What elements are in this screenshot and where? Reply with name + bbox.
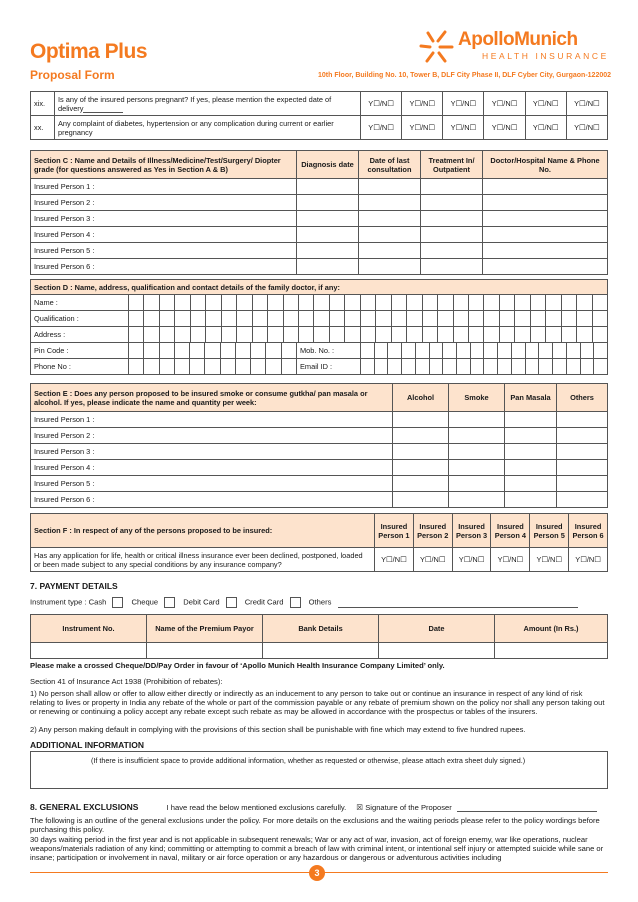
field-label: Phone No :	[31, 359, 129, 375]
input-cell[interactable]	[263, 643, 379, 659]
input-cell[interactable]	[449, 444, 505, 460]
row-label: Insured Person 2 :	[31, 428, 393, 444]
input-cell[interactable]	[483, 259, 608, 275]
input-cell[interactable]	[505, 460, 557, 476]
question-text: Is any of the insured persons pregnant? If yes, please mention the expected date of delivery	[55, 92, 361, 116]
input-cell[interactable]	[393, 428, 449, 444]
address-boxes[interactable]	[129, 327, 608, 343]
yes-no-checkbox[interactable]: Y☐/N☐	[361, 116, 402, 140]
input-cell[interactable]	[297, 259, 359, 275]
rebate-clause-2: 2) Any person making default in complying with the provisions of this section shall be punishable with fine which may extend to five hundred rupees.	[30, 725, 526, 734]
yes-no-checkbox[interactable]: Y☐/N☐	[402, 92, 443, 116]
apollo-munich-logo	[418, 29, 610, 69]
cheque-label: Cheque	[131, 597, 159, 607]
exclusions-statement: I have read the below mentioned exclusions carefully.	[166, 803, 347, 812]
input-cell[interactable]	[421, 195, 483, 211]
instrument-type-row	[30, 597, 608, 608]
exclusions-heading: 8. GENERAL EXCLUSIONS	[30, 802, 139, 812]
input-cell[interactable]	[359, 179, 421, 195]
input-cell[interactable]	[557, 476, 608, 492]
exclusions-body: 30 days waiting period in the first year and is not applicable in subsequent renewals; War or any act of war, invasion, act of foreign enemy, war like operations, nuclear weapons/materials radiation of any kind; committing or attempting to commit a breach of law with criminal intent, or intentional self injury or attempted suicide while sane or insane; participation or involvement in naval, military or air force operation or any hazardous or dangerous or adventurous activities including	[30, 835, 604, 862]
input-cell[interactable]	[449, 412, 505, 428]
company-address: 10th Floor, Building No. 10, Tower B, DLF City Phase II, DLF Cyber City, Gurgaon-122002	[318, 72, 612, 79]
input-cell[interactable]	[359, 259, 421, 275]
debit-card-checkbox[interactable]	[226, 597, 237, 608]
table-row	[31, 243, 608, 259]
section-f-title: Section F : In respect of any of the persons proposed to be insured:	[31, 514, 375, 548]
input-cell[interactable]	[505, 412, 557, 428]
row-label: Insured Person 5 :	[31, 243, 297, 259]
table-row	[31, 643, 608, 659]
col-instrument-no: Instrument No.	[31, 615, 147, 643]
input-cell[interactable]	[495, 643, 608, 659]
input-cell[interactable]	[449, 492, 505, 508]
additional-info-note: (If there is insufficient space to provide additional information, whether as requested or otherwise, please attach extra sheet duly signed.)	[91, 756, 526, 765]
input-cell[interactable]	[505, 476, 557, 492]
input-cell[interactable]	[449, 460, 505, 476]
input-cell[interactable]	[505, 492, 557, 508]
row-label: Insured Person 3 :	[31, 444, 393, 460]
questions-table	[30, 91, 608, 140]
mobile-boxes[interactable]	[361, 343, 608, 359]
product-title: Optima Plus	[30, 40, 148, 63]
credit-card-checkbox[interactable]	[290, 597, 301, 608]
yes-no-checkbox[interactable]: Y☐/N☐	[491, 548, 530, 572]
col-diagnosis-date: Diagnosis date	[297, 151, 359, 179]
table-row	[31, 428, 608, 444]
question-row	[31, 116, 608, 140]
input-cell[interactable]	[421, 227, 483, 243]
form-title: Proposal Form	[30, 68, 115, 82]
table-row	[31, 492, 608, 508]
table-row	[31, 211, 608, 227]
input-cell[interactable]	[147, 643, 263, 659]
section-f-table	[30, 513, 608, 572]
crossed-cheque-note: Please make a crossed Cheque/DD/Pay Order in favour of ‘Apollo Munich Health Insurance Company Limited’ only.	[30, 661, 445, 670]
row-label: Insured Person 2 :	[31, 195, 297, 211]
col-insured-person-4: Insured Person 4	[491, 514, 530, 548]
additional-info-box[interactable]	[30, 751, 608, 789]
logo-wordmark: ApolloMunich	[458, 29, 578, 50]
cash-checkbox[interactable]	[112, 597, 123, 608]
yes-no-checkbox[interactable]: Y☐/N☐	[525, 92, 566, 116]
col-smoke: Smoke	[449, 384, 505, 412]
rebate-clause-1: 1) No person shall allow or offer to allow either directly or indirectly as an inducement to any person to take out or continue an insurance in respect of any kind of risk relating to lives or property in India any rebate of the whole or part of the commission payable or any rebate of premium shown on the policy nor shall any person taking out or renewing or continuing a policy accept any rebate except such rebate as may be allowed in accordance with the prospectus or tables of the insurers.	[30, 689, 605, 716]
exclusions-row	[30, 802, 608, 812]
input-cell[interactable]	[557, 492, 608, 508]
table-row	[31, 444, 608, 460]
input-cell[interactable]	[379, 643, 495, 659]
input-cell[interactable]	[297, 179, 359, 195]
yes-no-checkbox[interactable]: Y☐/N☐	[569, 548, 608, 572]
col-bank-details: Bank Details	[263, 615, 379, 643]
others-input[interactable]	[338, 607, 578, 608]
yes-no-checkbox[interactable]: Y☐/N☐	[566, 116, 607, 140]
section-e-title: Section E : Does any person proposed to be insured smoke or consume gutkha/ pan masala or alcohol. If yes, please indicate the name and quantity per week:	[31, 384, 393, 412]
others-label: Others	[308, 597, 332, 607]
field-label: Name :	[31, 295, 129, 311]
input-cell[interactable]	[505, 428, 557, 444]
field-label: Pin Code :	[31, 343, 129, 359]
row-label: Insured Person 1 :	[31, 412, 393, 428]
table-row	[31, 179, 608, 195]
input-cell[interactable]	[297, 243, 359, 259]
row-label: Insured Person 3 :	[31, 211, 297, 227]
yes-no-checkbox[interactable]: Y☐/N☐	[413, 548, 452, 572]
yes-no-checkbox[interactable]: Y☐/N☐	[484, 116, 525, 140]
input-cell[interactable]	[483, 227, 608, 243]
col-insured-person-5: Insured Person 5	[530, 514, 569, 548]
col-others: Others	[557, 384, 608, 412]
section-c-table	[30, 150, 608, 275]
col-doctor-hospital: Doctor/Hospital Name & Phone No.	[483, 151, 608, 179]
payment-table	[30, 614, 608, 659]
table-row	[31, 460, 608, 476]
debit-card-label: Debit Card	[183, 597, 220, 607]
input-cell[interactable]	[297, 195, 359, 211]
input-cell[interactable]	[31, 643, 147, 659]
section-e-table	[30, 383, 608, 508]
input-cell[interactable]	[421, 179, 483, 195]
col-payor-name: Name of the Premium Payor	[147, 615, 263, 643]
section-c-title: Section C : Name and Details of Illness/Medicine/Test/Surgery/ Diopter grade (for questions answered as Yes in Section A & B)	[31, 151, 297, 179]
input-cell[interactable]	[393, 492, 449, 508]
section-d-title: Section D : Name, address, qualification and contact details of the family doctor, if any:	[31, 280, 608, 295]
input-cell[interactable]	[393, 444, 449, 460]
question-number: xx.	[31, 116, 55, 140]
yes-no-checkbox[interactable]: Y☐/N☐	[402, 116, 443, 140]
table-row	[31, 195, 608, 211]
instrument-type-label: Instrument type : Cash	[30, 597, 107, 607]
question-text: Any complaint of diabetes, hypertension or any complication during current or earlier pregnancy	[55, 116, 361, 140]
yes-no-checkbox[interactable]: Y☐/N☐	[452, 548, 491, 572]
credit-card-label: Credit Card	[244, 597, 284, 607]
yes-no-checkbox[interactable]: Y☐/N☐	[361, 92, 402, 116]
input-cell[interactable]	[393, 460, 449, 476]
field-label: Email ID :	[297, 359, 361, 375]
input-cell[interactable]	[297, 211, 359, 227]
page-number: 3	[309, 865, 325, 881]
row-label: Insured Person 1 :	[31, 179, 297, 195]
col-amount: Amount (In Rs.)	[495, 615, 608, 643]
table-row	[31, 412, 608, 428]
cheque-checkbox[interactable]	[164, 597, 175, 608]
question-row	[31, 548, 608, 572]
input-cell[interactable]	[483, 179, 608, 195]
table-row	[31, 476, 608, 492]
additional-info-heading: ADDITIONAL INFORMATION	[30, 740, 144, 750]
input-cell[interactable]	[557, 412, 608, 428]
pincode-boxes[interactable]	[129, 343, 297, 359]
input-cell[interactable]	[449, 428, 505, 444]
col-treatment: Treatment In/ Outpatient	[421, 151, 483, 179]
input-cell[interactable]	[449, 476, 505, 492]
input-cell[interactable]	[421, 259, 483, 275]
name-boxes[interactable]	[129, 295, 608, 311]
row-label: Insured Person 4 :	[31, 460, 393, 476]
row-label: Insured Person 5 :	[31, 476, 393, 492]
yes-no-checkbox[interactable]: Y☐/N☐	[566, 92, 607, 116]
row-label: Insured Person 4 :	[31, 227, 297, 243]
col-alcohol: Alcohol	[393, 384, 449, 412]
signature-input[interactable]	[457, 811, 597, 812]
col-pan-masala: Pan Masala	[505, 384, 557, 412]
question-row	[31, 92, 608, 116]
col-last-consultation: Date of last consultation	[359, 151, 421, 179]
yes-no-checkbox[interactable]: Y☐/N☐	[443, 116, 484, 140]
sun-burst-icon	[418, 29, 458, 65]
input-cell[interactable]	[359, 243, 421, 259]
row-label: Insured Person 6 :	[31, 492, 393, 508]
logo-tagline: HEALTH INSURANCE	[482, 51, 609, 61]
yes-no-checkbox[interactable]: Y☐/N☐	[530, 548, 569, 572]
table-row	[31, 259, 608, 275]
col-insured-person-1: Insured Person 1	[375, 514, 414, 548]
col-date: Date	[379, 615, 495, 643]
row-label: Insured Person 6 :	[31, 259, 297, 275]
question-text: Has any application for life, health or critical illness insurance ever been declined, postponed, loaded or been made subject to any special conditions by any insurance company?	[31, 548, 375, 572]
input-cell[interactable]	[483, 243, 608, 259]
input-cell[interactable]	[393, 412, 449, 428]
input-cell[interactable]	[557, 444, 608, 460]
section-d-table	[30, 279, 608, 375]
section-41-title: Section 41 of Insurance Act 1938 (Prohibition of rebates):	[30, 677, 223, 686]
exclusions-intro: The following is an outline of the general exclusions under the policy. For more details on the exclusions and the waiting periods please refer to the policy wordings before purchasing this policy.	[30, 816, 600, 834]
yes-no-checkbox[interactable]: Y☐/N☐	[443, 92, 484, 116]
email-boxes[interactable]	[361, 359, 608, 375]
col-insured-person-6: Insured Person 6	[569, 514, 608, 548]
col-insured-person-3: Insured Person 3	[452, 514, 491, 548]
input-cell[interactable]	[483, 211, 608, 227]
input-cell[interactable]	[421, 243, 483, 259]
input-cell[interactable]	[505, 444, 557, 460]
input-cell[interactable]	[483, 195, 608, 211]
field-label: Address :	[31, 327, 129, 343]
input-cell[interactable]	[557, 460, 608, 476]
col-insured-person-2: Insured Person 2	[413, 514, 452, 548]
input-cell[interactable]	[359, 195, 421, 211]
signature-label: ☒ Signature of the Proposer	[356, 803, 452, 812]
input-cell[interactable]	[393, 476, 449, 492]
field-label: Qualification :	[31, 311, 129, 327]
input-cell[interactable]	[421, 211, 483, 227]
input-cell[interactable]	[359, 211, 421, 227]
qualification-boxes[interactable]	[129, 311, 608, 327]
payment-heading: 7. PAYMENT DETAILS	[30, 581, 118, 591]
field-label: Mob. No. :	[297, 343, 361, 359]
question-number: xix.	[31, 92, 55, 116]
yes-no-checkbox[interactable]: Y☐/N☐	[484, 92, 525, 116]
input-cell[interactable]	[359, 227, 421, 243]
phone-boxes[interactable]	[129, 359, 297, 375]
input-cell[interactable]	[297, 227, 359, 243]
input-cell[interactable]	[557, 428, 608, 444]
yes-no-checkbox[interactable]: Y☐/N☐	[375, 548, 414, 572]
table-row	[31, 227, 608, 243]
yes-no-checkbox[interactable]: Y☐/N☐	[525, 116, 566, 140]
